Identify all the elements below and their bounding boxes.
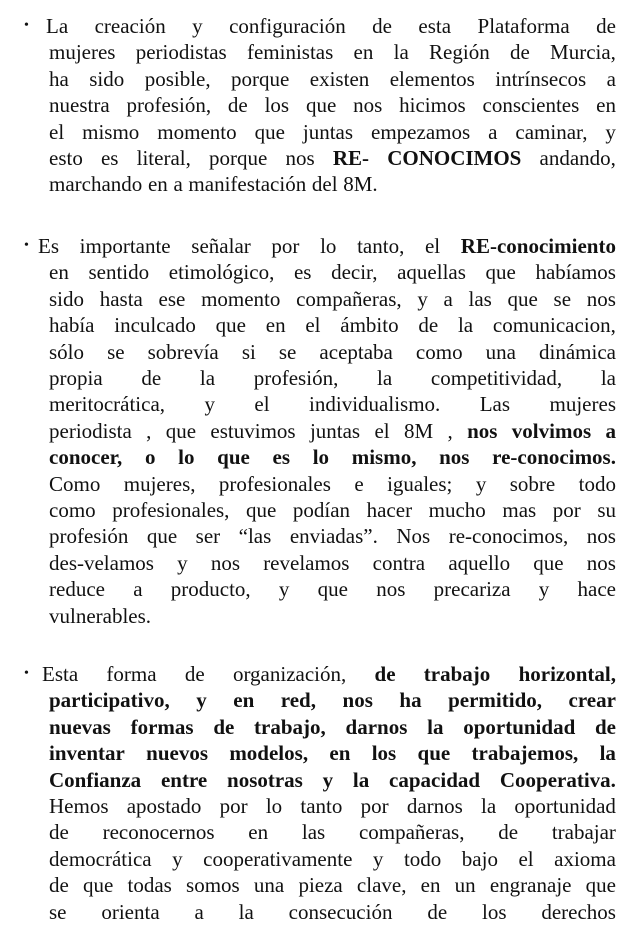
word: mas [502, 498, 537, 522]
word: elementos [389, 66, 475, 91]
word: como [49, 498, 96, 522]
word: que [317, 577, 348, 602]
word: de [49, 820, 69, 845]
word: la [199, 366, 216, 390]
word: el [305, 313, 321, 338]
text-line [49, 873, 616, 897]
word: nos [586, 550, 616, 575]
word: de [418, 313, 439, 338]
word: democrática [49, 846, 152, 871]
text-line [49, 172, 616, 196]
word: el [518, 846, 534, 871]
bold-word: mismo, [351, 445, 417, 470]
word: si [241, 339, 256, 364]
bold-word: trabajo [423, 662, 491, 686]
bold-word: trabajo, [254, 714, 326, 739]
word: consecución [288, 899, 393, 924]
word: todo [578, 471, 616, 496]
word: somos [186, 873, 240, 898]
word: momento [201, 286, 281, 311]
text-line [49, 900, 616, 924]
word: que [83, 873, 114, 898]
word: y [278, 577, 290, 602]
word: compañeras, [296, 286, 402, 311]
word: ser [195, 524, 221, 549]
word: de [49, 873, 69, 898]
bullet-marker: • [24, 238, 29, 253]
word: Plataforma [477, 14, 570, 38]
word: su [597, 498, 616, 522]
word: a [133, 577, 143, 602]
word: orienta [101, 899, 160, 924]
word: , [447, 418, 453, 443]
word: que [585, 873, 616, 898]
word: es [293, 260, 312, 285]
word: porque [231, 66, 290, 91]
word: a [443, 286, 453, 311]
bold-word: inventar [49, 741, 125, 766]
word: existen [309, 66, 370, 91]
word: que [246, 498, 277, 522]
word: por [219, 794, 248, 818]
word: nos [210, 550, 241, 575]
word: la [393, 40, 409, 65]
word: del [311, 172, 338, 197]
bold-word: la [352, 767, 370, 792]
word: los [481, 899, 507, 924]
word: nos [353, 93, 383, 118]
word: pieza [298, 873, 343, 898]
word: propia [49, 366, 103, 390]
bold-word: nosotras [227, 767, 303, 792]
word: ese [158, 286, 186, 311]
text-line [49, 604, 616, 628]
word: revelamos [263, 550, 350, 575]
bold-word: trabajemos, [471, 741, 579, 766]
word: de [227, 93, 248, 118]
word: sobre [509, 471, 556, 496]
word: de [184, 662, 205, 686]
bold-word: lo [312, 445, 330, 470]
word: esto [49, 146, 83, 170]
word: 8M. [343, 172, 378, 197]
word: competitividad, [430, 366, 563, 390]
word: oportunidad [514, 794, 616, 818]
bullet-marker: • [24, 666, 29, 681]
word: iguales; [387, 471, 453, 496]
word: des-velamos [49, 550, 154, 575]
word: marchando [49, 172, 143, 197]
word: vulnerables. [49, 603, 152, 628]
word: por [271, 234, 300, 258]
word: Nos [396, 524, 431, 549]
bold-word: capacidad [389, 767, 481, 792]
bold-word: oportunidad [463, 714, 576, 739]
word: aquellas [397, 260, 466, 285]
word: las [301, 820, 326, 845]
word: Región [429, 40, 490, 65]
bold-word: que [217, 445, 250, 470]
bold-word: y [322, 767, 334, 792]
word: literal, [136, 146, 191, 170]
word: Como [49, 471, 101, 496]
word: manifestación [188, 172, 307, 197]
word: caminar, [515, 119, 588, 144]
text-line [49, 498, 616, 522]
bold-word: participativo, [49, 688, 170, 713]
word: mucho [428, 498, 486, 522]
word: la [600, 366, 616, 390]
bold-word: de [594, 714, 616, 739]
word: que [215, 313, 246, 338]
word: producto, [170, 577, 251, 602]
word: una [485, 339, 516, 364]
word: de [498, 820, 519, 845]
word: periodista [49, 418, 132, 443]
word: comunicacion, [492, 313, 616, 338]
bold-word: en [329, 741, 351, 766]
word: de [509, 40, 530, 65]
text-line [49, 715, 616, 739]
word: el [374, 418, 390, 443]
text-line [49, 768, 616, 792]
word: hasta [99, 286, 143, 311]
word: como [415, 339, 463, 364]
bold-word: nuevas [49, 714, 111, 739]
bold-word: crear [568, 688, 616, 713]
word: bajo [461, 846, 498, 871]
word: a [173, 172, 183, 197]
word: hace [577, 577, 616, 602]
word: profesión [49, 524, 129, 549]
word: señalar [191, 234, 251, 258]
word: sólo [49, 339, 85, 364]
text-line [49, 472, 616, 496]
word: conscientes [482, 93, 580, 118]
text-line [42, 662, 616, 686]
word: compañeras, [358, 820, 465, 845]
word: podían [292, 498, 351, 522]
word: en [353, 40, 374, 65]
word: lo [265, 794, 283, 818]
word: y [538, 577, 550, 602]
bold-word: RE-conocimiento [460, 234, 616, 258]
word: se [107, 339, 125, 364]
text-line [38, 234, 616, 258]
word: 8M [403, 418, 434, 443]
word: clave, [356, 873, 407, 898]
word: y [204, 392, 215, 417]
bold-word: formas [130, 714, 194, 739]
bold-word: los [371, 741, 397, 766]
word: a [488, 119, 498, 144]
text-line [49, 313, 616, 337]
bold-word: Confianza [49, 767, 142, 792]
bold-word: nos [467, 418, 498, 443]
word: que [485, 260, 516, 285]
text-line [49, 260, 616, 284]
bold-word: horizontal, [518, 662, 616, 686]
word: en [248, 820, 269, 845]
bold-word: la [599, 741, 616, 766]
word: La [46, 14, 69, 38]
word: andando, [539, 146, 616, 170]
word: reduce [49, 577, 105, 602]
word: las [468, 286, 492, 311]
bold-word: es [272, 445, 291, 470]
word: precariza [433, 577, 511, 602]
word: y [172, 846, 183, 871]
bold-word: de [374, 662, 396, 686]
bold-word: permitido, [448, 688, 542, 713]
bold-word: entre [160, 767, 208, 792]
word: lo [320, 234, 337, 258]
word: enviadas”. [289, 524, 378, 549]
word: configuración [229, 14, 346, 38]
word: por [552, 498, 581, 522]
word: el [49, 119, 65, 144]
word: el [424, 234, 441, 258]
word: momento [157, 119, 237, 144]
bold-word: volvimos [511, 418, 592, 443]
word: nos [586, 524, 616, 549]
word: nos [285, 146, 315, 170]
word: trabajar [551, 820, 616, 845]
word: juntas [302, 119, 354, 144]
word: una [253, 873, 285, 898]
text-line [46, 14, 616, 38]
bold-word: darnos [345, 714, 408, 739]
text-line [49, 120, 616, 144]
word: de [372, 14, 392, 38]
word: posible, [144, 66, 211, 91]
word: intrínsecos [495, 66, 587, 91]
word: profesión, [253, 366, 339, 390]
word: apostado [126, 794, 202, 818]
word: nos [586, 286, 616, 311]
bold-word: nos [342, 688, 373, 713]
word: estuvimos [210, 418, 296, 443]
word: derechos [541, 899, 616, 924]
word: de [596, 14, 616, 38]
word: juntas [309, 418, 361, 443]
word: los [264, 93, 290, 118]
word: que [254, 119, 285, 144]
bold-word: nuevos [146, 741, 208, 766]
word: que [507, 286, 538, 311]
word: ámbito [340, 313, 399, 338]
text-line [49, 40, 616, 64]
bold-word: CONOCIMOS [387, 146, 522, 170]
word: que [305, 93, 337, 118]
word: el [254, 392, 270, 417]
word: y [177, 550, 188, 575]
word: feministas [246, 40, 334, 65]
word: re-conocimos, [448, 524, 569, 549]
word: organización, [232, 662, 347, 686]
word: Murcia, [550, 40, 616, 65]
word: hicimos [399, 93, 466, 118]
word: que [165, 418, 197, 443]
word: tanto, [357, 234, 405, 258]
word: Esta [42, 662, 79, 686]
text-line [49, 847, 616, 871]
word: etimológico, [168, 260, 275, 285]
word: habíamos [535, 260, 616, 285]
word: Las [479, 392, 511, 417]
word: forma [106, 662, 157, 686]
word: hacer [366, 498, 413, 522]
bold-word: a [605, 418, 616, 443]
word: mujeres [49, 40, 116, 65]
word: cooperativamente [203, 846, 353, 871]
word: sentido [88, 260, 150, 285]
text-line [49, 688, 616, 712]
word: en [596, 93, 616, 118]
text-line [49, 392, 616, 416]
text-line [49, 794, 616, 818]
word: había [49, 313, 95, 338]
word: periodistas [135, 40, 227, 65]
text-line [49, 445, 616, 469]
word: la [377, 366, 393, 390]
bold-word: en [233, 688, 255, 713]
word: que [146, 524, 178, 549]
text-line [49, 741, 616, 765]
word: es [100, 146, 119, 170]
word: sido [89, 66, 125, 91]
word: , [146, 418, 152, 443]
word: sido [49, 286, 85, 311]
word: darnos [406, 794, 463, 818]
word: Hemos [49, 794, 109, 818]
bold-word: conocer, [49, 445, 123, 470]
bold-word: y [196, 688, 207, 713]
bold-word: Cooperativa. [499, 767, 616, 792]
text-line [49, 146, 616, 170]
word: un [454, 873, 476, 898]
bold-word: lo [178, 445, 195, 470]
bullet-marker: • [24, 18, 29, 33]
word: y [605, 119, 616, 144]
word: en [147, 172, 168, 197]
word: profesión, [126, 93, 212, 118]
word: la [238, 899, 254, 924]
word: y [417, 286, 428, 311]
text-line [49, 287, 616, 311]
bold-word: de [213, 714, 235, 739]
word: sobrevía [147, 339, 219, 364]
word: empezamos [371, 119, 471, 144]
word: mismo [82, 119, 140, 144]
bold-word: red, [280, 688, 316, 713]
text-line [49, 419, 616, 443]
word: aquello [448, 550, 511, 575]
word: “las [238, 524, 272, 549]
bold-word: ha [399, 688, 422, 713]
word: Es [38, 234, 59, 258]
word: axioma [554, 846, 616, 871]
word: en [420, 873, 441, 898]
word: y [192, 14, 203, 38]
word: reconocernos [102, 820, 215, 845]
word: por [360, 794, 389, 818]
word: decir, [331, 260, 378, 285]
text-line [49, 551, 616, 575]
word: dinámica [539, 339, 616, 364]
word: y [475, 471, 487, 496]
word: profesionales, [112, 498, 230, 522]
word: creación [94, 14, 166, 38]
word: nos [376, 577, 406, 602]
word: en [265, 313, 286, 338]
word: la [457, 313, 474, 338]
word: mujeres [549, 392, 616, 417]
word: inculcado [114, 313, 196, 338]
word: todo [403, 846, 442, 871]
word: nuestra [49, 93, 110, 118]
word: esta [418, 14, 452, 38]
word: a [194, 899, 204, 924]
word: se [49, 899, 67, 924]
bold-word: modelos, [229, 741, 309, 766]
word: contra [372, 550, 426, 575]
word: se [553, 286, 572, 311]
word: la [481, 794, 497, 818]
bold-word: nos [439, 445, 470, 470]
word: que [533, 550, 564, 575]
word: profesionales [218, 471, 331, 496]
text-line [49, 67, 616, 91]
bold-word: o [144, 445, 156, 470]
bold-word: re-conocimos. [492, 445, 616, 470]
bold-word: RE- [332, 146, 370, 170]
text-line [49, 820, 616, 844]
word: de [427, 899, 448, 924]
word: se [278, 339, 297, 364]
word: ha [49, 66, 69, 91]
text-line [49, 577, 616, 601]
text-line [49, 340, 616, 364]
word: engranaje [489, 873, 572, 898]
bold-word: que [417, 741, 451, 766]
word: a [606, 66, 616, 91]
text-line [49, 524, 616, 548]
word: de [141, 366, 162, 390]
word: tanto [300, 794, 343, 818]
word: importante [79, 234, 171, 258]
word: porque [209, 146, 268, 170]
word: individualismo. [309, 392, 441, 417]
word: e [354, 471, 364, 496]
word: en [49, 260, 69, 285]
word: aceptaba [319, 339, 393, 364]
word: y [372, 846, 384, 871]
text-line [49, 366, 616, 390]
word: meritocrática, [49, 392, 166, 417]
word: todas [127, 873, 172, 898]
bold-word: la [427, 714, 444, 739]
word: mujeres, [123, 471, 196, 496]
text-line [49, 93, 616, 117]
